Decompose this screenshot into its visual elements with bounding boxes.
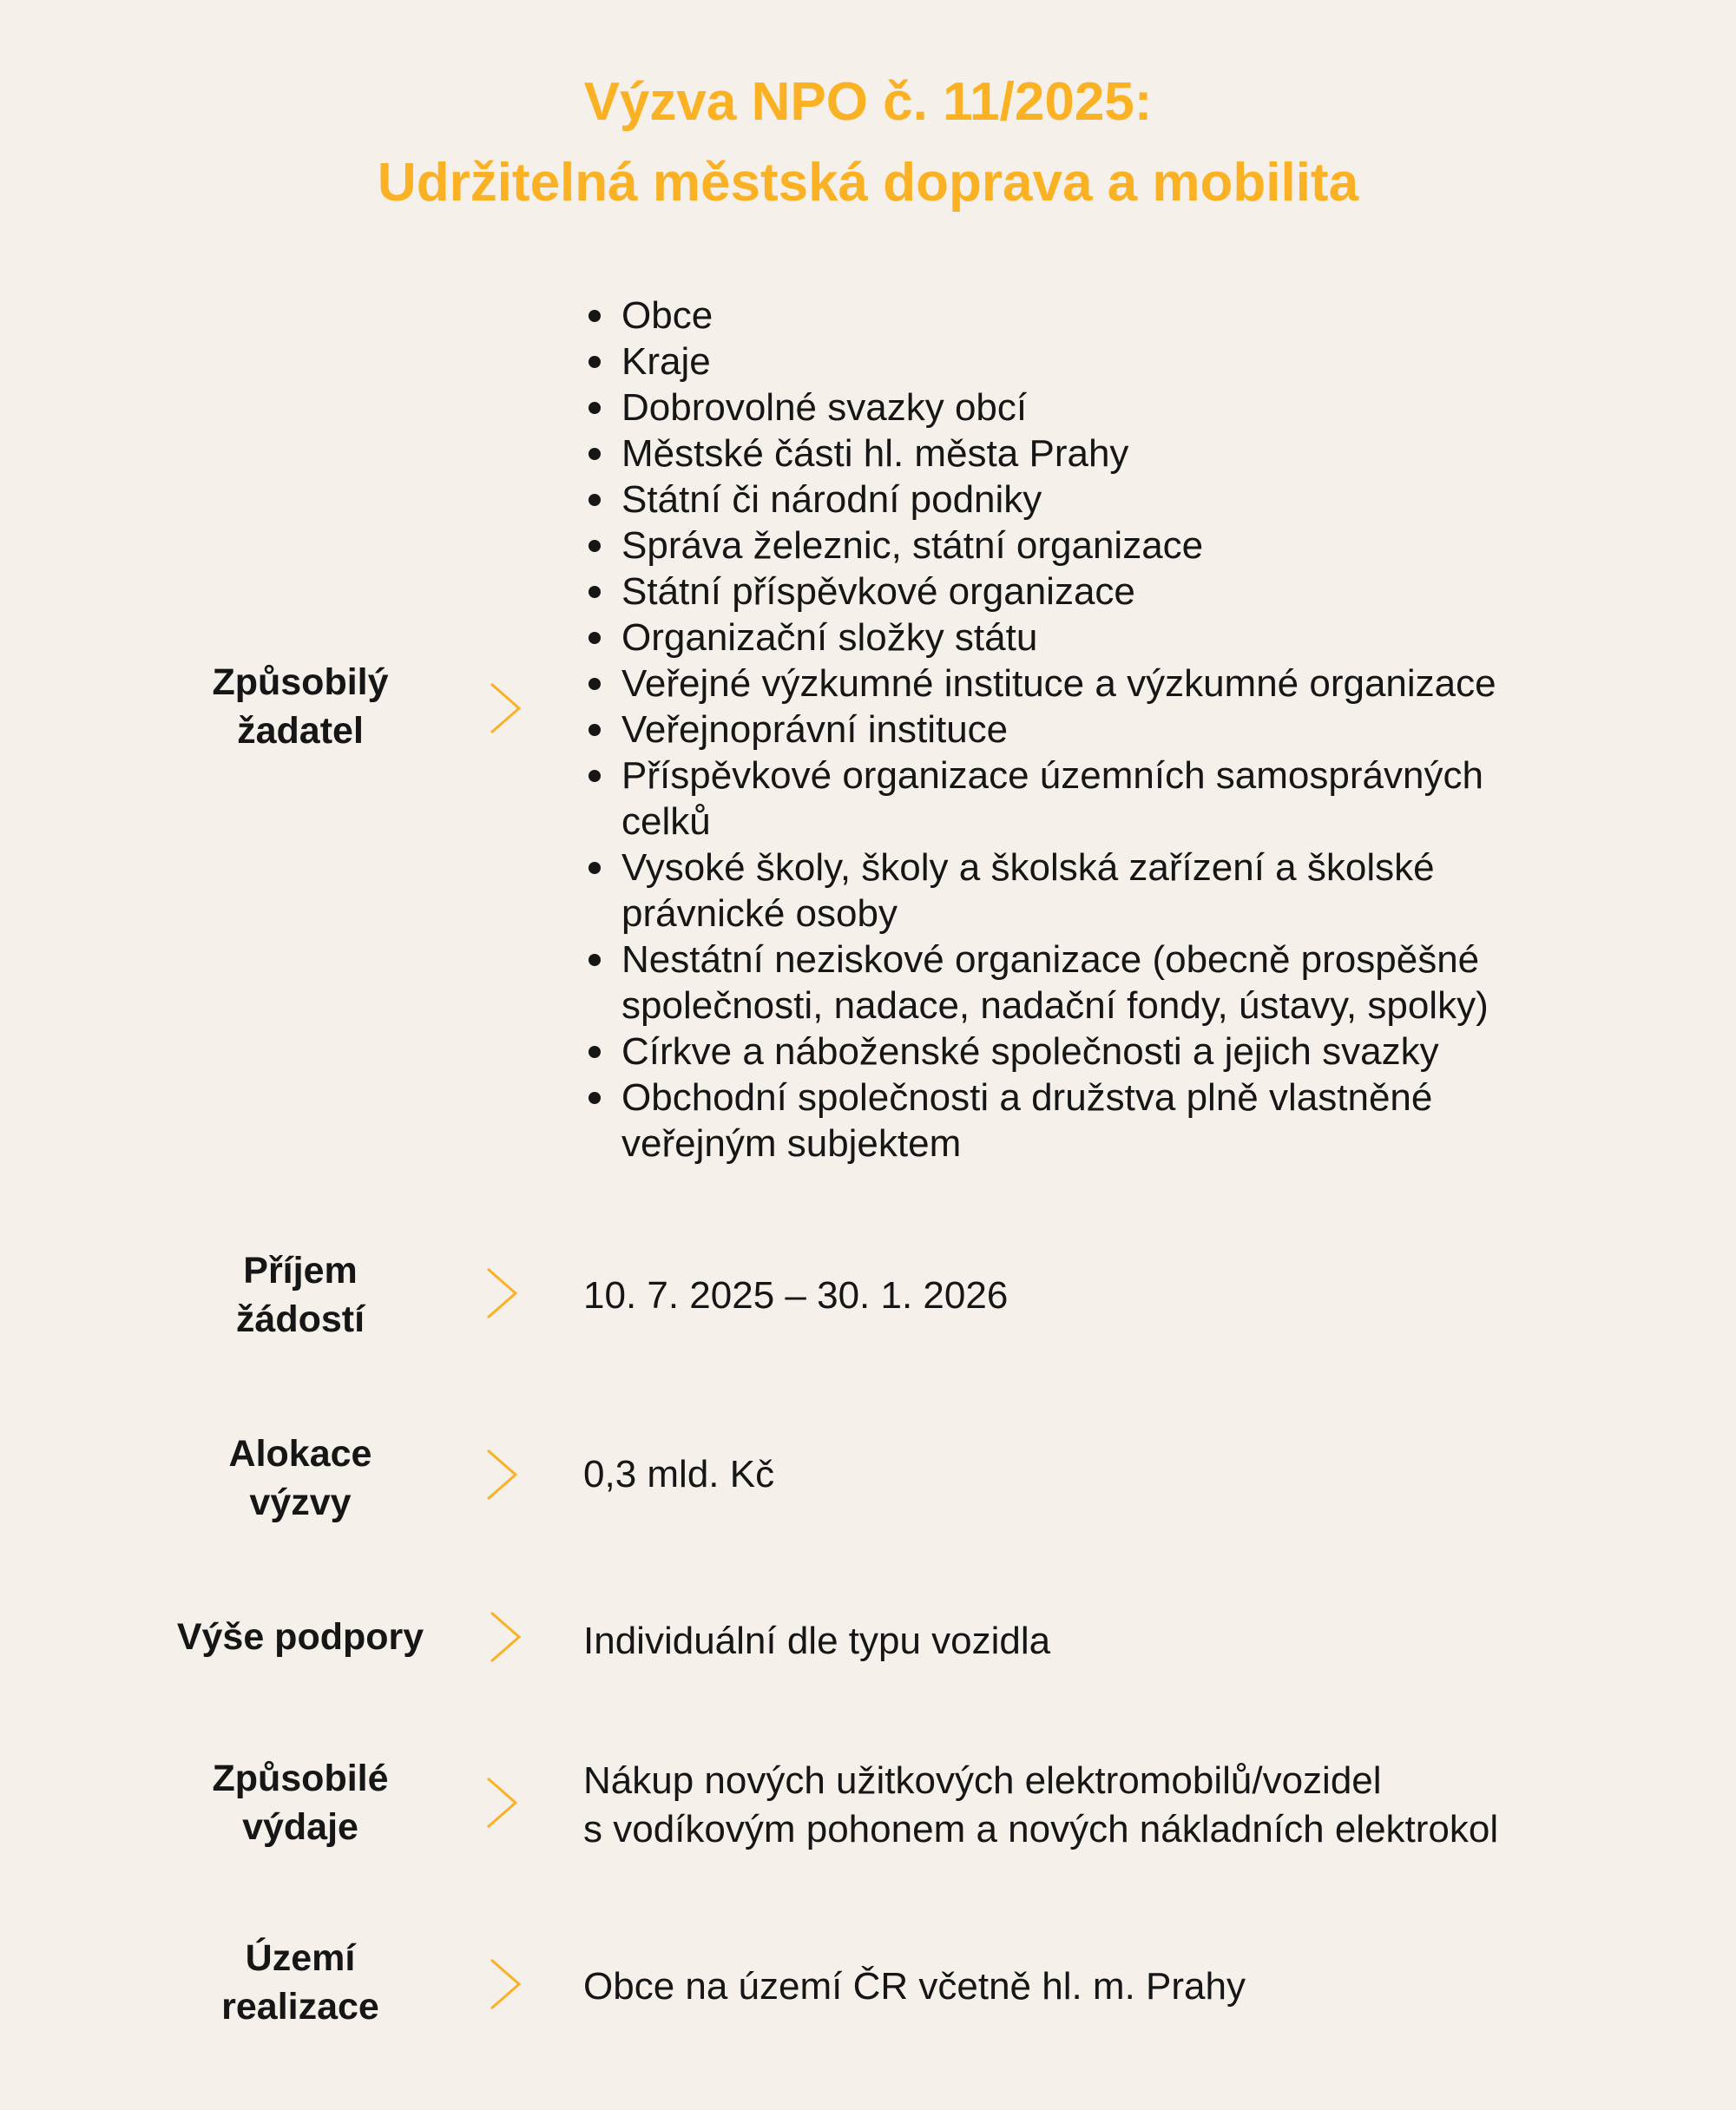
list-item-text: Veřejnoprávní instituce: [621, 708, 1009, 751]
list-item: [583, 1075, 1496, 1167]
list-item: [583, 569, 1496, 615]
bullet-icon: [589, 1092, 601, 1104]
territory-value: Obce na území ČR včetně hl. m. Prahy: [583, 1965, 1246, 2008]
bullet-icon: [589, 1046, 601, 1058]
list-item-text: celků: [621, 800, 711, 843]
intake-value: 10. 7. 2025 – 30. 1. 2026: [583, 1274, 1009, 1317]
list-item: [583, 661, 1496, 707]
bullet-icon: [589, 494, 601, 506]
bullet-icon: [589, 356, 601, 368]
chevron-right-icon: [483, 1265, 521, 1321]
list-item-text: Nestátní neziskové organizace (obecně prospěšné: [621, 938, 1480, 981]
title-line-1: Výzva NPO č. 11/2025:: [583, 72, 1153, 132]
bullet-icon: [589, 448, 601, 460]
list-item-text: Státní či národní podniky: [621, 478, 1042, 521]
expenses-label: Způsobilé výdaje: [212, 1758, 389, 1848]
list-item-text: Správa železnic, státní organizace: [621, 524, 1204, 567]
list-item: [583, 293, 1496, 339]
allocation-value: 0,3 mld. Kč: [583, 1453, 775, 1495]
list-item-text: Městské části hl. města Prahy: [621, 432, 1129, 475]
bullet-icon: [589, 862, 601, 874]
list-item: [583, 523, 1496, 569]
intake-label: Příjem žádostí: [235, 1250, 365, 1340]
bullet-icon: [589, 770, 601, 782]
applicants-label: Způsobilý žadatel: [212, 661, 389, 752]
bullet-icon: [589, 632, 601, 644]
chevron-right-icon: [486, 1609, 524, 1665]
chevron-right-icon: [483, 1775, 521, 1831]
list-item-text: společnosti, nadace, nadační fondy, ústavy, spolky): [621, 984, 1489, 1027]
bullet-icon: [589, 724, 601, 736]
bullet-icon: [589, 954, 601, 966]
support-value: Individuální dle typu vozidla: [583, 1620, 1051, 1662]
list-item-text: Vysoké školy, školy a školská zařízení a školské: [621, 846, 1435, 889]
bullet-icon: [589, 678, 601, 690]
allocation-label: Alokace výzvy: [228, 1433, 372, 1523]
applicants-list: [583, 293, 1496, 1167]
bullet-icon: [589, 402, 601, 414]
list-item-text: Dobrovolné svazky obcí: [621, 386, 1028, 429]
support-label: Výše podpory: [176, 1616, 424, 1658]
list-item: [583, 1029, 1496, 1075]
bullet-icon: [589, 540, 601, 552]
bullet-icon: [589, 310, 601, 322]
list-item-text: Příspěvkové organizace územních samosprávných: [621, 754, 1483, 797]
expenses-value: Nákup nových užitkových elektromobilů/vozidel s vodíkovým pohonem a nových nákladních elektrokol: [583, 1759, 1499, 1850]
list-item-text: právnické osoby: [621, 892, 898, 935]
list-item-text: Církve a náboženské společnosti a jejich svazky: [621, 1030, 1439, 1073]
list-item-text: Organizační složky státu: [621, 616, 1038, 659]
territory-label: Území realizace: [221, 1937, 379, 2028]
chevron-right-icon: [486, 1956, 524, 2012]
chevron-right-icon: [483, 1447, 521, 1502]
list-item: [583, 385, 1496, 431]
list-item-text: Kraje: [621, 340, 711, 383]
list-item-text: veřejným subjektem: [621, 1122, 962, 1165]
list-item-text: Veřejné výzkumné instituce a výzkumné organizace: [621, 662, 1496, 705]
list-item-text: Státní příspěvkové organizace: [621, 570, 1135, 613]
chevron-right-icon: [486, 680, 524, 736]
title-line-2: Udržitelná městská doprava a mobilita: [377, 153, 1359, 213]
list-item: [583, 753, 1496, 845]
list-item: [583, 477, 1496, 523]
list-item-text: Obchodní společnosti a družstva plně vlastněné: [621, 1076, 1433, 1119]
list-item: [583, 707, 1496, 753]
list-item: [583, 431, 1496, 477]
list-item: [583, 845, 1496, 937]
list-item: [583, 615, 1496, 661]
list-item-text: Obce: [621, 294, 713, 337]
list-item: [583, 339, 1496, 385]
list-item: [583, 937, 1496, 1029]
bullet-icon: [589, 586, 601, 598]
